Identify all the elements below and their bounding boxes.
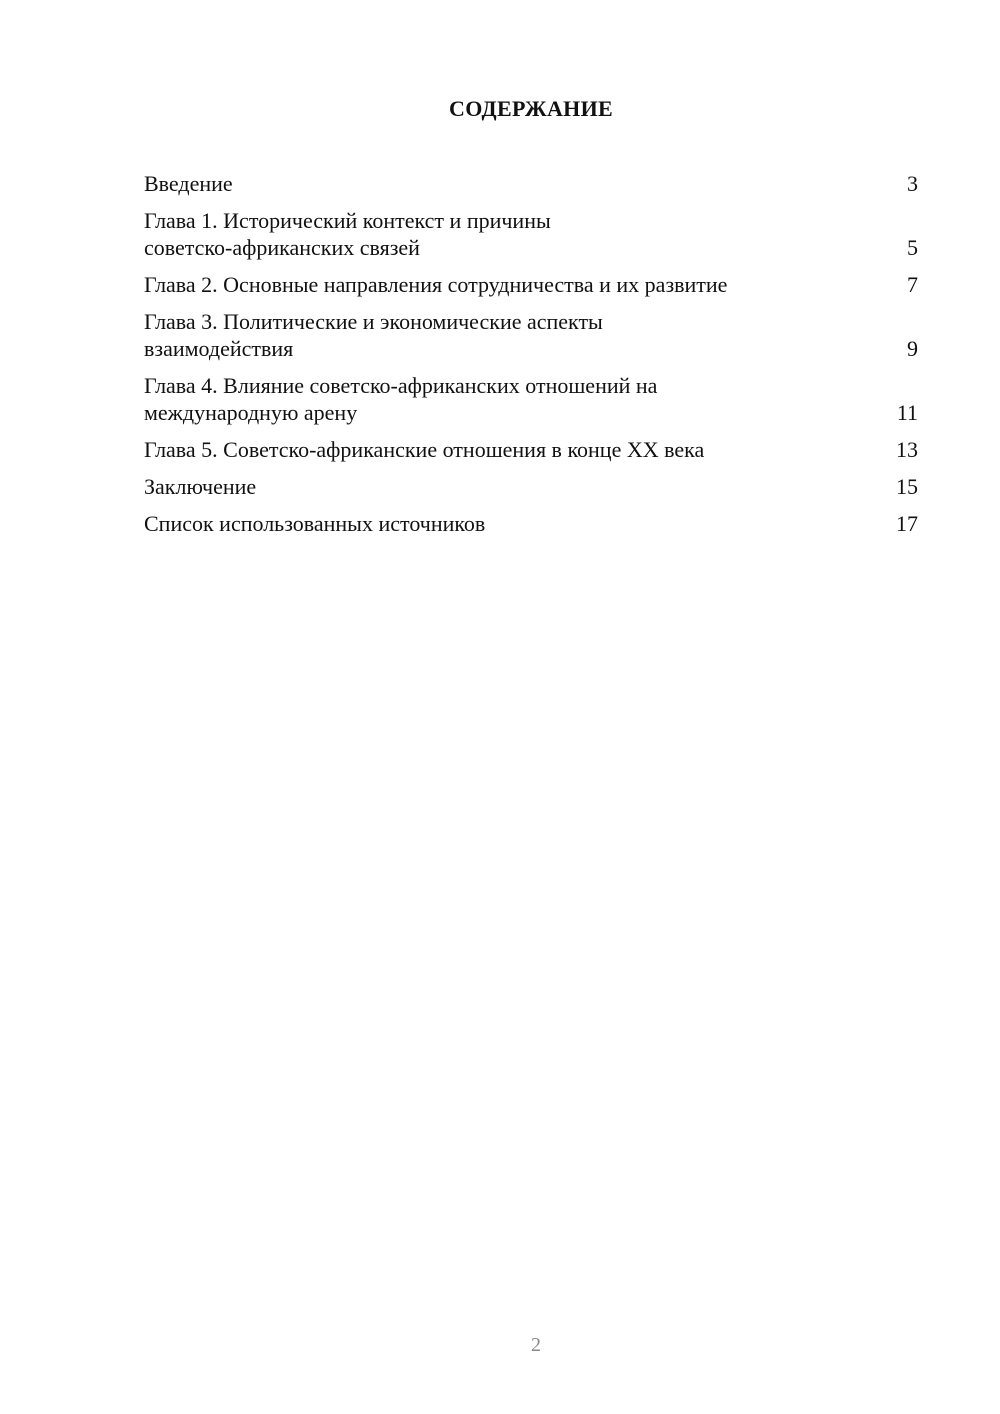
toc-entry-conclusion [144, 473, 918, 500]
toc-entry-chapter-3 [144, 308, 918, 362]
toc-entry-page: 3 [907, 171, 918, 196]
toc-entry-text [144, 372, 888, 426]
toc-entry-line: взаимодействия [144, 336, 294, 361]
toc-entry-line: Глава 4. Влияние советско-африканских отношений на [144, 373, 658, 398]
toc-entry-page: 9 [907, 336, 918, 361]
toc-entry-chapter-1 [144, 207, 918, 261]
toc-list [144, 170, 918, 547]
toc-entry-page: 13 [896, 437, 918, 462]
toc-entry-text [144, 271, 888, 298]
toc-entry-line: Глава 3. Политические и экономические аспекты [144, 309, 603, 334]
toc-entry-introduction [144, 170, 918, 197]
toc-entry-line: Введение [144, 171, 233, 196]
toc-entry-text [144, 308, 888, 362]
toc-entry-page: 5 [907, 235, 918, 260]
toc-entry-line: Заключение [144, 474, 257, 499]
toc-entry-references [144, 510, 918, 537]
toc-entry-page: 7 [907, 272, 918, 297]
toc-entry-text [144, 170, 888, 197]
toc-entry-chapter-4 [144, 372, 918, 426]
toc-entry-page: 17 [896, 511, 918, 536]
toc-entry-page: 15 [896, 474, 918, 499]
toc-entry-line: Глава 5. Советско-африканские отношения в конце XX века [144, 437, 705, 462]
toc-entry-line: Глава 1. Исторический контекст и причины [144, 208, 551, 233]
toc-entry-line: Глава 2. Основные направления сотрудничества и их развитие [144, 272, 728, 297]
toc-entry-line: Список использованных источников [144, 511, 486, 536]
page-number: 2 [531, 1334, 541, 1356]
toc-entry-page: 11 [896, 400, 918, 425]
toc-entry-text [144, 436, 888, 463]
toc-entry-chapter-2 [144, 271, 918, 298]
toc-title: СОДЕРЖАНИЕ [449, 96, 613, 121]
toc-entry-chapter-5 [144, 436, 918, 463]
toc-entry-line: международную арену [144, 400, 358, 425]
toc-entry-text [144, 473, 888, 500]
toc-entry-text [144, 207, 888, 261]
toc-entry-line: советско-африканских связей [144, 235, 420, 260]
toc-entry-text [144, 510, 888, 537]
